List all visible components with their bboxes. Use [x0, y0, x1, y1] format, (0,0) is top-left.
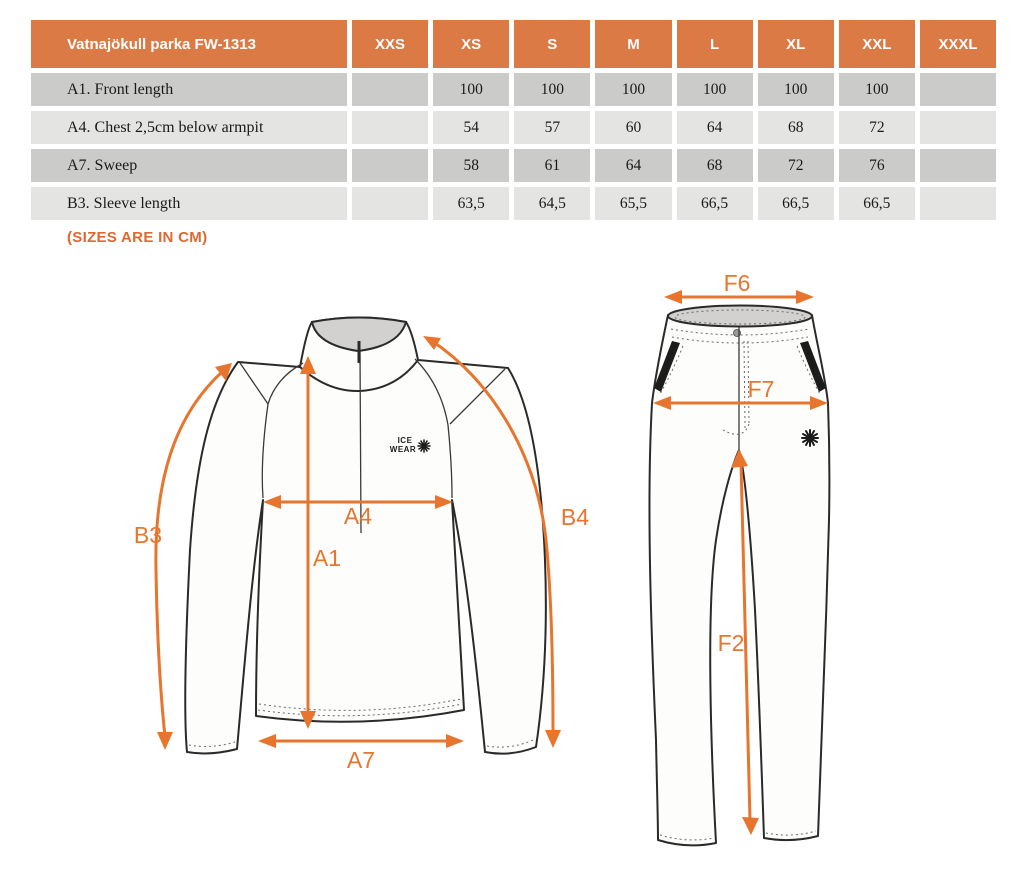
- svg-text:F7: F7: [747, 376, 775, 402]
- svg-text:A1: A1: [312, 545, 342, 571]
- pants-diagram: [649, 270, 829, 845]
- size-column-header: XXXL: [920, 20, 996, 68]
- svg-text:ICE: ICE: [397, 436, 413, 445]
- size-column-header: XXL: [839, 20, 915, 68]
- size-value-cell: 65,5: [595, 187, 671, 220]
- svg-text:A4: A4: [343, 503, 373, 529]
- measurement-row-label: A4. Chest 2,5cm below armpit: [31, 111, 347, 144]
- size-value-cell: 100: [433, 73, 509, 106]
- size-value-cell: 100: [758, 73, 834, 106]
- size-value-cell: 68: [758, 111, 834, 144]
- size-column-header: M: [595, 20, 671, 68]
- product-title: Vatnajökull parka FW-1313: [31, 20, 347, 68]
- size-value-cell: 63,5: [433, 187, 509, 220]
- size-value-cell: 57: [514, 111, 590, 144]
- size-column-header: XXS: [352, 20, 428, 68]
- size-value-cell: 72: [839, 111, 915, 144]
- size-value-cell: 100: [677, 73, 753, 106]
- size-column-header: XS: [433, 20, 509, 68]
- svg-text:B4: B4: [560, 504, 590, 530]
- size-value-cell: 100: [514, 73, 590, 106]
- size-value-cell: 72: [758, 149, 834, 182]
- svg-text:A7: A7: [346, 747, 376, 773]
- size-value-cell: 64: [595, 149, 671, 182]
- size-column-header: L: [677, 20, 753, 68]
- size-value-cell: 64: [677, 111, 753, 144]
- size-value-cell: 60: [595, 111, 671, 144]
- svg-text:F2: F2: [717, 630, 745, 656]
- f6-measure-arrow: [664, 270, 814, 304]
- size-value-cell: 68: [677, 149, 753, 182]
- measurement-row-label: A1. Front length: [31, 73, 347, 106]
- svg-text:B3: B3: [133, 522, 163, 548]
- size-value-cell: 100: [839, 73, 915, 106]
- size-value-cell: 66,5: [839, 187, 915, 220]
- size-value-cell: 54: [433, 111, 509, 144]
- size-value-cell: 66,5: [677, 187, 753, 220]
- a7-measure-arrow: [258, 734, 464, 773]
- sizes-unit-note: (SIZES ARE IN CM): [67, 229, 208, 246]
- size-value-cell: 61: [514, 149, 590, 182]
- size-value-cell: 64,5: [514, 187, 590, 220]
- measurement-row-label: A7. Sweep: [31, 149, 347, 182]
- size-column-header: XL: [758, 20, 834, 68]
- size-column-header: S: [514, 20, 590, 68]
- pants-waist-inside: [668, 306, 812, 327]
- jacket-diagram: [134, 318, 589, 774]
- svg-text:WEAR: WEAR: [389, 445, 417, 454]
- size-value-cell: 76: [839, 149, 915, 182]
- measurement-row-label: B3. Sleeve length: [31, 187, 347, 220]
- size-value-cell: 100: [595, 73, 671, 106]
- size-value-cell: 58: [433, 149, 509, 182]
- svg-text:F6: F6: [723, 270, 751, 296]
- size-value-cell: 66,5: [758, 187, 834, 220]
